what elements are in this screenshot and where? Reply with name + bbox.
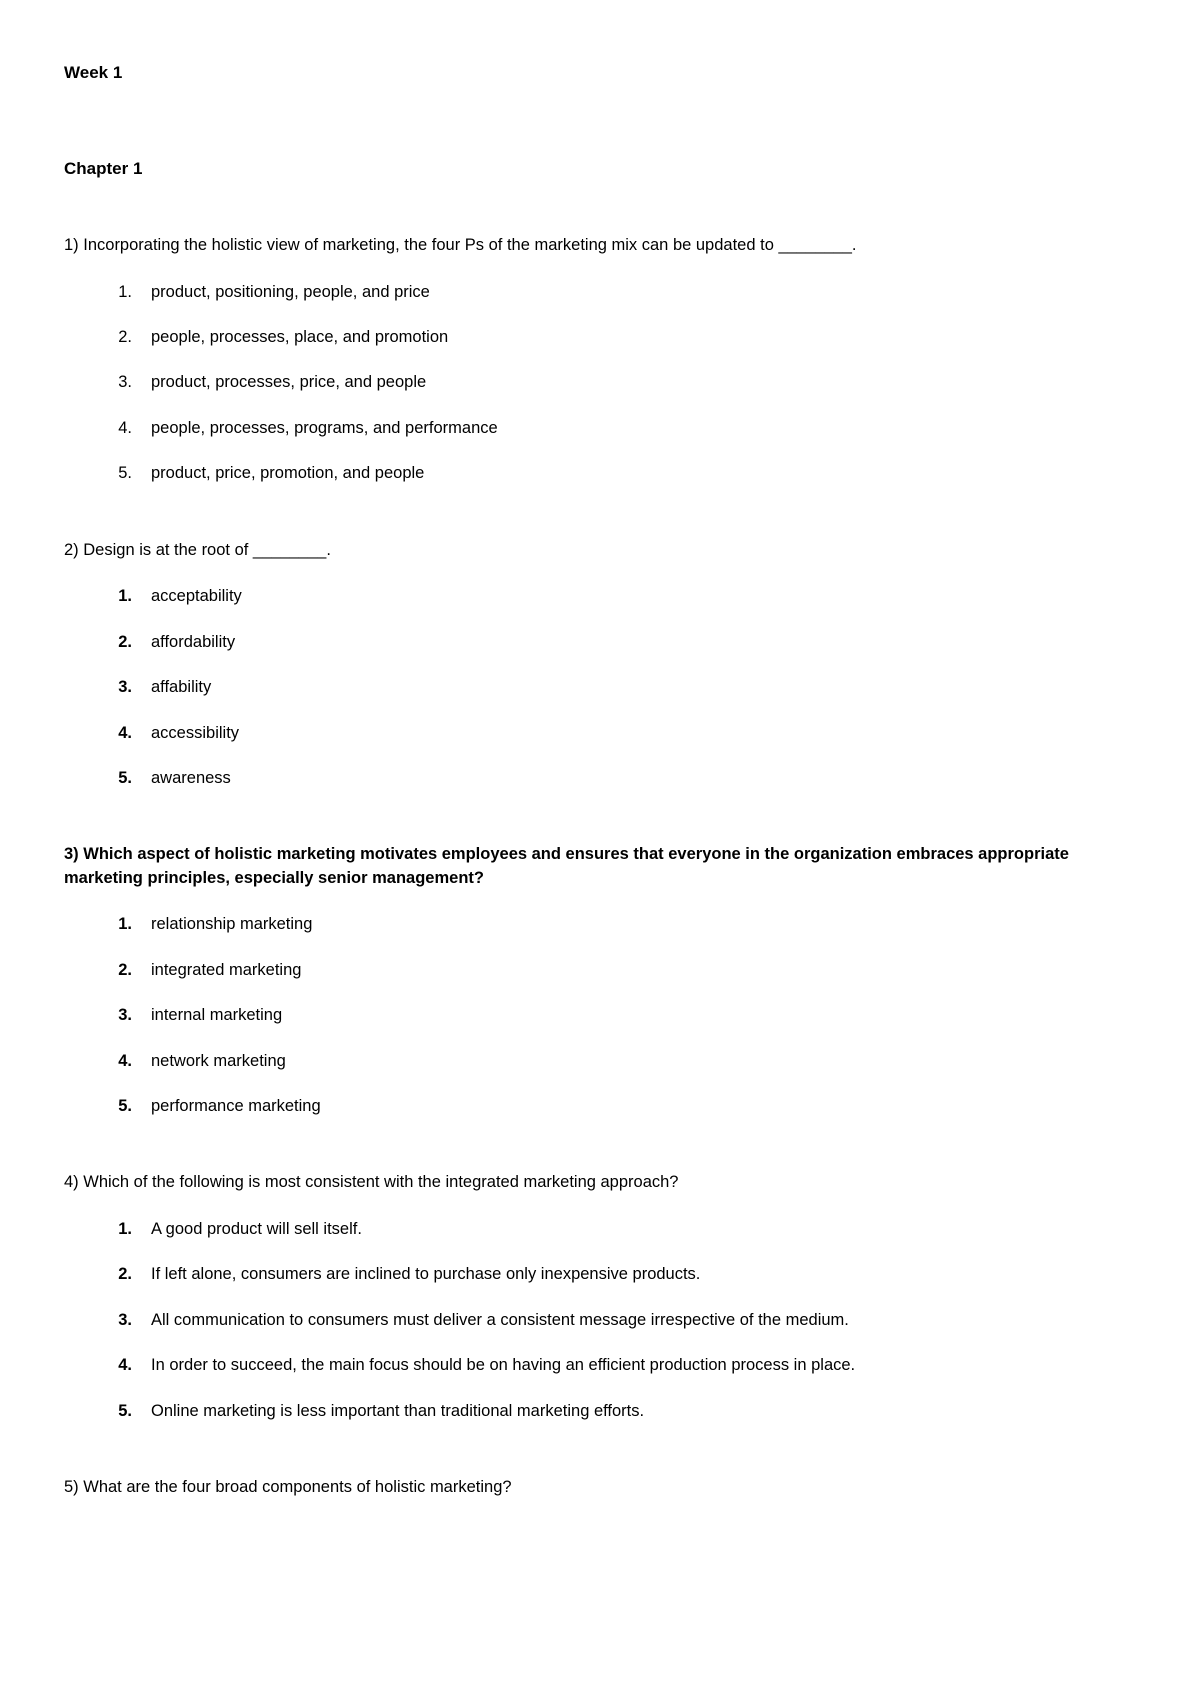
question-text: 2) Design is at the root of ________. — [64, 540, 331, 559]
option-number: 5. — [118, 768, 132, 787]
option-label: In order to succeed, the main focus should be on having an efficient production process in place. — [151, 1356, 856, 1375]
list-item[interactable] — [64, 914, 1136, 935]
option-list — [64, 914, 1136, 1117]
list-item[interactable] — [64, 1264, 1136, 1285]
question-item — [64, 234, 1136, 485]
option-number: 5. — [118, 464, 132, 483]
option-number: 4. — [118, 1356, 132, 1375]
option-number: 1. — [118, 915, 132, 934]
option-label: performance marketing — [151, 1097, 321, 1115]
question-text: 3) Which aspect of holistic marketing motivates employees and ensures that everyone in the organization embraces appropriate marketing principles, especially senior management? — [64, 845, 1069, 887]
option-label: affordability — [151, 632, 236, 651]
list-item[interactable] — [64, 768, 1136, 789]
option-number: 3. — [118, 373, 132, 392]
list-item[interactable] — [64, 418, 1136, 439]
option-label: affability — [151, 678, 212, 697]
option-label: All communication to consumers must deliver a consistent message irrespective of the medium. — [151, 1310, 849, 1329]
option-number: 2. — [118, 960, 132, 979]
question-text: 5) What are the four broad components of holistic marketing? — [64, 1478, 512, 1497]
option-label: product, positioning, people, and price — [151, 282, 430, 301]
option-label: awareness — [151, 768, 231, 787]
option-label: If left alone, consumers are inclined to purchase only inexpensive products. — [151, 1265, 701, 1284]
option-number: 5. — [118, 1401, 132, 1420]
option-label: relationship marketing — [151, 915, 313, 934]
list-item[interactable] — [64, 632, 1136, 653]
option-label: people, processes, programs, and performance — [151, 418, 498, 437]
option-label: integrated marketing — [151, 960, 302, 979]
option-list — [64, 282, 1136, 485]
question-item — [64, 843, 1136, 1117]
list-item[interactable] — [64, 586, 1136, 607]
option-number: 2. — [118, 1265, 132, 1284]
list-item[interactable] — [64, 1051, 1136, 1072]
list-item[interactable] — [64, 1355, 1136, 1376]
option-label: acceptability — [151, 587, 242, 606]
option-number: 3. — [118, 678, 132, 697]
option-label: internal marketing — [151, 1006, 283, 1025]
option-number: 4. — [118, 1051, 132, 1070]
question-item — [64, 1476, 1136, 1499]
question-item — [64, 1171, 1136, 1422]
option-number: 2. — [118, 328, 132, 347]
question-text: 4) Which of the following is most consistent with the integrated marketing approach? — [64, 1173, 679, 1192]
list-item[interactable] — [64, 327, 1136, 348]
option-label: accessibility — [151, 723, 240, 742]
list-item[interactable] — [64, 723, 1136, 744]
page-title: Week 1 — [64, 63, 123, 82]
option-number: 2. — [118, 632, 132, 651]
question-text: 1) Incorporating the holistic view of marketing, the four Ps of the marketing mix can be updated to ________. — [64, 236, 857, 255]
option-number: 3. — [118, 1310, 132, 1329]
option-number: 1. — [118, 1219, 132, 1238]
option-number: 1. — [118, 587, 132, 606]
option-label: product, processes, price, and people — [151, 373, 427, 392]
chapter-heading: Chapter 1 — [64, 159, 143, 179]
option-number: 1. — [118, 282, 132, 301]
list-item[interactable] — [64, 677, 1136, 698]
list-item[interactable] — [64, 1310, 1136, 1331]
option-number: 4. — [118, 723, 132, 742]
option-label: network marketing — [151, 1051, 286, 1070]
list-item[interactable] — [64, 1401, 1136, 1422]
list-item[interactable] — [64, 1005, 1136, 1026]
question-item — [64, 539, 1136, 790]
option-label: A good product will sell itself. — [151, 1219, 362, 1238]
option-list — [64, 1219, 1136, 1422]
option-list — [64, 586, 1136, 789]
list-item[interactable] — [64, 1096, 1136, 1117]
list-item[interactable] — [64, 282, 1136, 303]
list-item[interactable] — [64, 463, 1136, 484]
option-label: Online marketing is less important than traditional marketing efforts. — [151, 1401, 645, 1420]
option-number: 5. — [118, 1097, 132, 1115]
option-number: 4. — [118, 418, 132, 437]
option-label: people, processes, place, and promotion — [151, 328, 449, 347]
option-label: product, price, promotion, and people — [151, 464, 425, 483]
option-number: 3. — [118, 1006, 132, 1025]
list-item[interactable] — [64, 372, 1136, 393]
list-item[interactable] — [64, 960, 1136, 981]
list-item[interactable] — [64, 1219, 1136, 1240]
